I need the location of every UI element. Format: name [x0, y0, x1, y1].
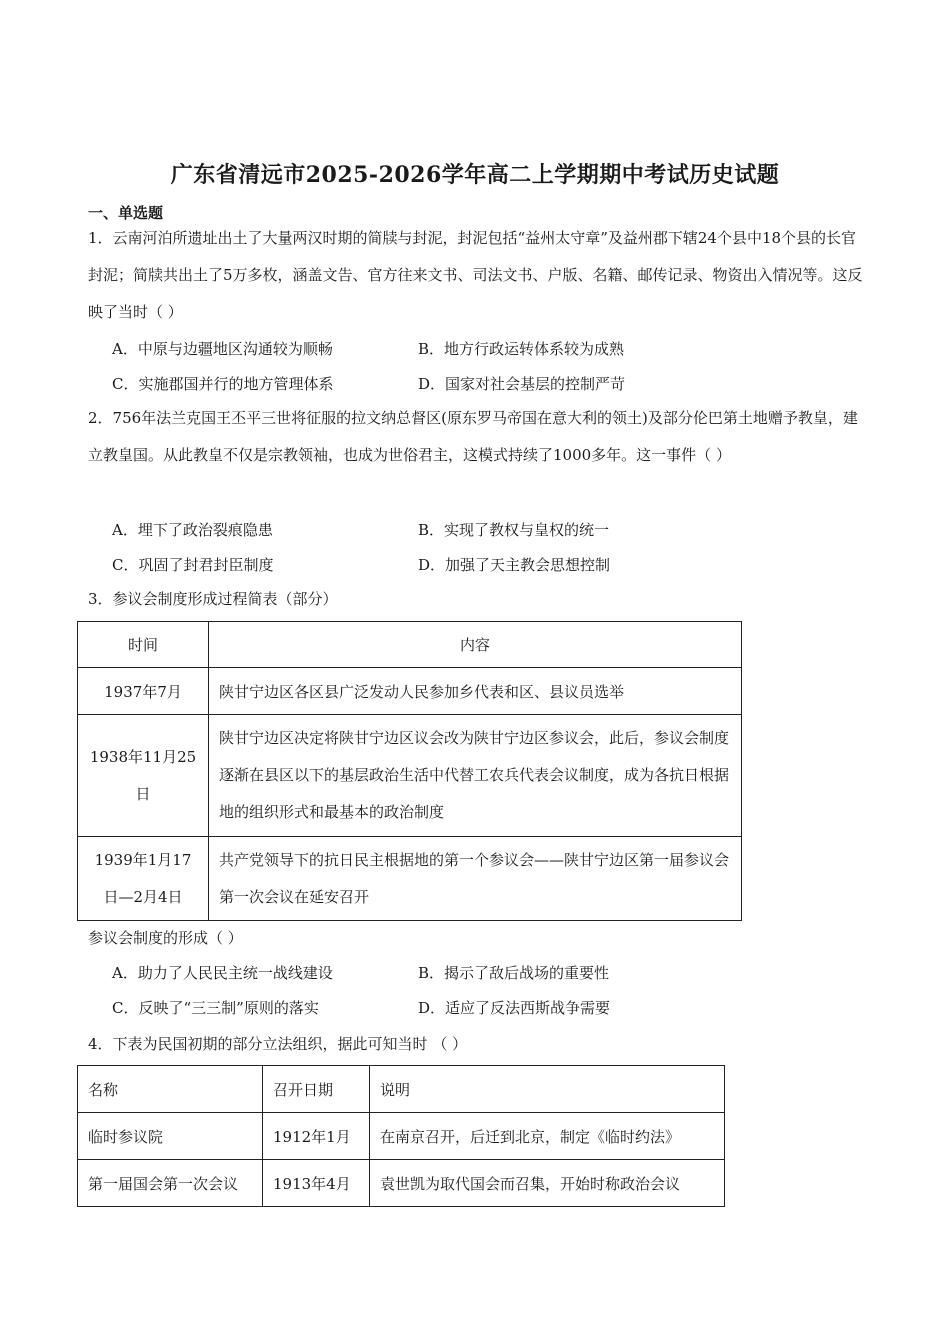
section-heading: 一、单选题: [88, 204, 164, 222]
question-2-option-d[interactable]: D．加强了天主教会思想控制: [418, 556, 611, 574]
question-2-stem: 2．756年法兰克国王丕平三世将征服的拉文纳总督区(原东罗马帝国在意大利的领土)及部分伦巴第土地赠予教皇，建立教皇国。从此教皇不仅是宗教领袖，也成为世俗君主，这模式持续了1000多年。这一事件（ ）: [88, 409, 858, 464]
question-2-option-c[interactable]: C．巩固了封君封臣制度: [112, 556, 274, 574]
table-row: [78, 668, 742, 715]
question-4-table: [77, 1065, 725, 1207]
question-2-option-b[interactable]: B．实现了教权与皇权的统一: [418, 521, 610, 539]
table-cell: 1912年1月: [263, 1113, 370, 1160]
table-cell: 1939年1月17日—2月4日: [78, 837, 209, 921]
table-cell: 共产党领导下的抗日民主根据地的第一个参议会——陕甘宁边区第一届参议会第一次会议在延安召开: [209, 837, 742, 921]
table-cell: 在南京召开，后迁到北京，制定《临时约法》: [370, 1113, 725, 1160]
question-1-option-b[interactable]: B．地方行政运转体系较为成熟: [418, 340, 625, 358]
question-3-table: [77, 621, 742, 921]
question-1-option-d[interactable]: D．国家对社会基层的控制严苛: [418, 375, 626, 393]
table-row: [78, 1113, 725, 1160]
question-3-option-d[interactable]: D．适应了反法西斯战争需要: [418, 999, 611, 1017]
question-3-stem: 3．参议会制度形成过程简表（部分）: [88, 590, 338, 608]
table-cell: 1938年11月25日: [78, 715, 209, 837]
table-cell: 临时参议院: [78, 1113, 263, 1160]
table-header-cell: 内容: [209, 622, 742, 668]
question-3-option-c[interactable]: C．反映了“三三制”原则的落实: [112, 999, 319, 1017]
table-row: [78, 837, 742, 921]
table-cell: 1937年7月: [78, 668, 209, 715]
question-1-stem: 1．云南河泊所遗址出土了大量两汉时期的简牍与封泥，封泥包括“益州太守章”及益州郡下辖24个县中18个县的长官封泥；简牍共出土了5万多枚，涵盖文告、官方往来文书、司法文书、户版、名籍、邮传记录、物资出入情况等。这反映了当时（ ）: [88, 229, 863, 321]
table-header-cell: 召开日期: [263, 1066, 370, 1113]
question-1-option-c[interactable]: C．实施郡国并行的地方管理体系: [112, 375, 334, 393]
question-4-stem: 4．下表为民国初期的部分立法组织，据此可知当时 （ ）: [88, 1035, 468, 1053]
question-3-option-b[interactable]: B．揭示了敌后战场的重要性: [418, 964, 610, 982]
question-1-option-a[interactable]: A．中原与边疆地区沟通较为顺畅: [112, 340, 333, 358]
table-header-row: [78, 1066, 725, 1113]
table-cell: 袁世凯为取代国会而召集，开始时称政治会议: [370, 1160, 725, 1207]
table-header-cell: 名称: [78, 1066, 263, 1113]
table-row: [78, 715, 742, 837]
table-header-row: [78, 622, 742, 668]
table-cell: 1913年4月: [263, 1160, 370, 1207]
table-cell: 陕甘宁边区各区县广泛发动人民参加乡代表和区、县议员选举: [209, 668, 742, 715]
table-header-cell: 时间: [78, 622, 209, 668]
table-row: [78, 1160, 725, 1207]
question-3-option-a[interactable]: A．助力了人民民主统一战线建设: [112, 964, 333, 982]
table-cell: 第一届国会第一次会议: [78, 1160, 263, 1207]
page-title: 广东省清远市2025-2026学年高二上学期期中考试历史试题: [170, 162, 780, 188]
question-3-prompt: 参议会制度的形成（ ）: [88, 929, 243, 947]
table-cell: 陕甘宁边区决定将陕甘宁边区议会改为陕甘宁边区参议会，此后，参议会制度逐渐在县区以下的基层政治生活中代替工农兵代表会议制度，成为各抗日根据地的组织形式和最基本的政治制度: [209, 715, 742, 837]
question-2-option-a[interactable]: A．埋下了政治裂痕隐患: [112, 521, 273, 539]
table-header-cell: 说明: [370, 1066, 725, 1113]
